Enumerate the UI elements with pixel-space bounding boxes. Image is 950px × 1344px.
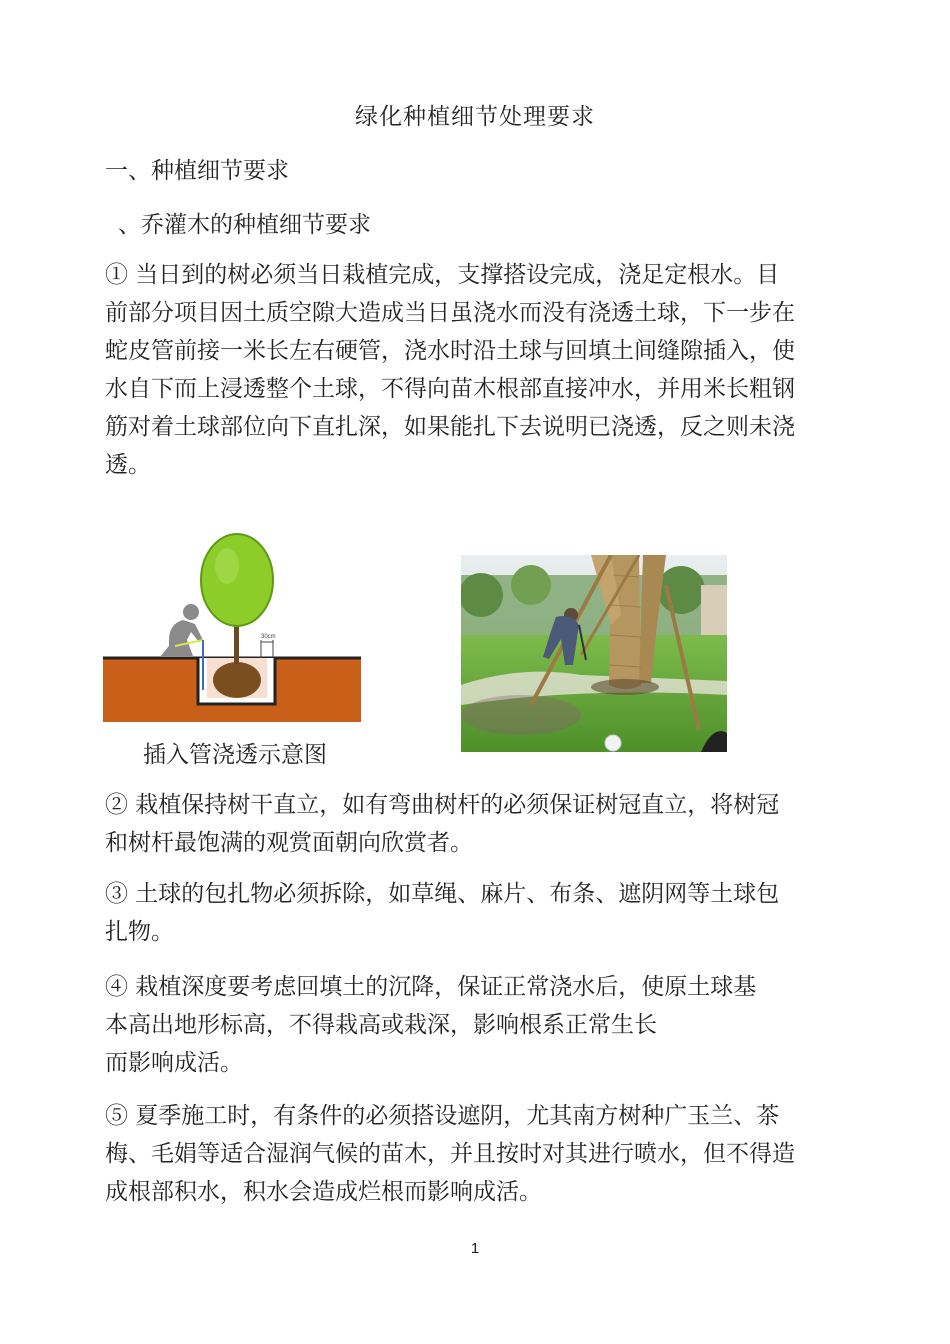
paragraph-line: 本高出地形标高，不得栽高或栽深，影响根系正常生长 bbox=[105, 1012, 657, 1038]
tree-photo bbox=[461, 555, 727, 752]
document-title: 绿化种植细节处理要求 bbox=[355, 104, 595, 130]
paragraph-line: ② 栽植保持树干直立，如有弯曲树杆的必须保证树冠直立，将树冠 bbox=[105, 792, 780, 818]
paragraph-line: 和树杆最饱满的观赏面朝向欣赏者。 bbox=[105, 830, 473, 856]
paragraph-1 bbox=[105, 256, 875, 484]
paragraph-line: ① 当日到的树必须当日栽植完成，支撑搭设完成，浇足定根水。目 bbox=[105, 262, 780, 288]
watering-diagram bbox=[103, 528, 361, 722]
paragraph-line: 水自下而上浸透整个土球，不得向苗木根部直接冲水，并用米长粗钢 bbox=[105, 376, 795, 402]
paragraph-line: ④ 栽植深度要考虑回填土的沉降，保证正常浇水后，使原土球基 bbox=[105, 974, 757, 1000]
section-heading: 一、种植细节要求 bbox=[105, 158, 289, 184]
root-ball bbox=[213, 662, 261, 698]
worker-silhouette bbox=[161, 604, 203, 656]
paragraph-line: 蛇皮管前接一米长左右硬管，浇水时沿土球与回填土间缝隙插入，使 bbox=[105, 338, 795, 364]
paragraph-line: ⑤ 夏季施工时，有条件的必须搭设遮阴，尤其南方树种广玉兰、茶 bbox=[105, 1103, 780, 1129]
paragraph-3 bbox=[105, 875, 875, 951]
paragraph-line: ③ 土球的包扎物必须拆除，如草绳、麻片、布条、遮阴网等土球包 bbox=[105, 881, 780, 907]
paragraph-line: 成根部积水，积水会造成烂根而影响成活。 bbox=[105, 1179, 542, 1205]
paragraph-line: 梅、毛娟等适合湿润气候的苗木，并且按时对其进行喷水，但不得造 bbox=[105, 1141, 795, 1167]
paragraph-line: 筋对着土球部位向下直扎深，如果能扎下去说明已浇透，反之则未浇 bbox=[105, 414, 795, 440]
page-number: 1 bbox=[470, 1240, 480, 1257]
paragraph-line: 透。 bbox=[105, 452, 151, 478]
paragraph-2 bbox=[105, 786, 875, 862]
paragraph-4 bbox=[105, 968, 875, 1082]
paragraph-5 bbox=[105, 1097, 875, 1211]
subsection-heading: 、乔灌木的种植细节要求 bbox=[118, 212, 371, 238]
measure-label: 30cm bbox=[261, 634, 276, 640]
paragraph-line: 扎物。 bbox=[105, 919, 174, 945]
paragraph-line: 前部分项目因土质空隙大造成当日虽浇水而没有浇透土球，下一步在 bbox=[105, 300, 795, 326]
paragraph-line: 而影响成活。 bbox=[105, 1050, 243, 1076]
tree-crown bbox=[201, 534, 273, 626]
figure-caption: 插入管浇透示意图 bbox=[143, 742, 327, 768]
